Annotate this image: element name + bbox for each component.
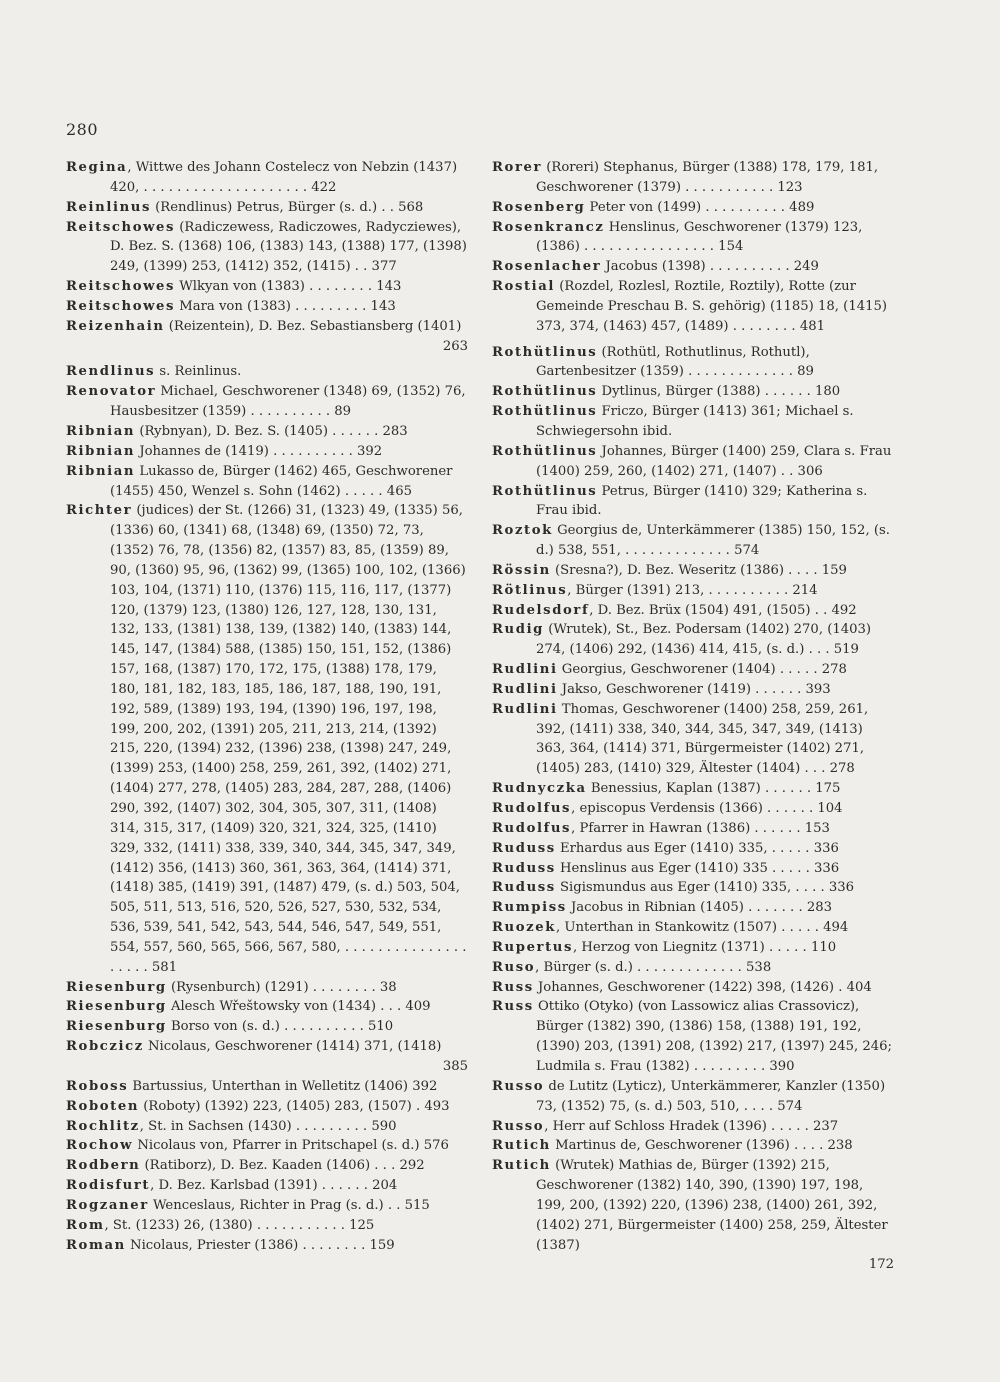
entry-headword: Rochlitz xyxy=(66,1118,140,1134)
index-entry xyxy=(66,422,468,442)
index-column-right xyxy=(492,158,894,1275)
entry-text: , St. in Sachsen (1430) . . . . . . . . . 590 xyxy=(139,1118,397,1134)
entry-text: , D. Bez. Brüx (1504) 491, (1505) . . 492 xyxy=(589,602,857,618)
index-entry xyxy=(66,1196,468,1216)
entry-headword: Rudlini xyxy=(492,701,558,717)
index-entry xyxy=(492,343,894,383)
entry-headword: Rothütlinus xyxy=(492,344,598,360)
entry-headword: Rupertus xyxy=(492,939,574,955)
entry-text: Mara von (1383) . . . . . . . . . 143 xyxy=(175,298,396,314)
entry-text: , Bürger (s. d.) . . . . . . . . . . . . . 538 xyxy=(535,959,772,975)
entry-text: , D. Bez. Karlsbad (1391) . . . . . . 204 xyxy=(150,1178,398,1194)
index-entry xyxy=(492,819,894,839)
entry-headword: Rutich xyxy=(492,1158,551,1174)
entry-text: , Unterthan in Stankowitz (1507) . . . . . 494 xyxy=(555,920,849,936)
entry-headword: Reitschowes xyxy=(66,298,176,314)
entry-text: Dytlinus, Bürger (1388) . . . . . . 180 xyxy=(597,384,841,400)
index-entry xyxy=(492,660,894,680)
entry-text: , Herzog von Liegnitz (1371) . . . . . 110 xyxy=(573,939,837,955)
entry-page-reference: 172 xyxy=(868,1257,894,1273)
entry-headword: Rötlinus xyxy=(492,582,568,598)
entry-text: Petrus, Bürger (1410) 329; Katherina s. Frau ibid. xyxy=(536,483,868,519)
entry-headword: Reitschowes xyxy=(66,219,176,235)
index-entry xyxy=(66,501,468,977)
index-entry xyxy=(66,442,468,462)
entry-headword: Ruozek xyxy=(492,920,556,936)
entry-text: Erhardus aus Eger (1410) 335, . . . . . 336 xyxy=(555,840,839,856)
entry-headword: Rumpiss xyxy=(492,900,567,916)
index-entry xyxy=(66,1117,468,1137)
index-entry xyxy=(492,218,894,258)
index-entry xyxy=(492,442,894,482)
entry-text: Sigismundus aus Eger (1410) 335, . . . . 336 xyxy=(555,880,855,896)
entry-text: de Lutitz (Lyticz), Unterkämmerer, Kanzler (1350) 73, (1352) 75, (s. d.) 503, 510, . . . . 574 xyxy=(536,1078,886,1114)
entry-headword: Reitschowes xyxy=(66,279,176,295)
entry-text: Lukasso de, Bürger (1462) 465, Geschworener (1455) 450, Wenzel s. Sohn (1462) . . . . . 465 xyxy=(110,463,453,499)
entry-headword: Robczicz xyxy=(66,1039,144,1055)
entry-headword: Rudolfus xyxy=(492,820,572,836)
entry-headword: Russo xyxy=(492,1078,545,1094)
entry-text: (Rysenburch) (1291) . . . . . . . . 38 xyxy=(166,979,397,995)
index-entry xyxy=(492,158,894,198)
index-entry xyxy=(492,839,894,859)
index-entry xyxy=(492,1117,894,1137)
index-entry xyxy=(492,859,894,879)
entry-text: , episcopus Verdensis (1366) . . . . . . 104 xyxy=(571,801,843,816)
entry-text: Martinus de, Geschworener (1396) . . . . 238 xyxy=(550,1138,853,1154)
entry-headword: Rothütlinus xyxy=(492,384,598,400)
entry-text: (Rybnyan), D. Bez. S. (1405) . . . . . . 283 xyxy=(135,423,408,439)
index-entry xyxy=(66,297,468,317)
entry-headword: Riesenburg xyxy=(66,1019,167,1035)
index-entry xyxy=(492,779,894,799)
entry-text: (Sresna?), D. Bez. Weseritz (1386) . . . . 159 xyxy=(550,562,847,578)
entry-headword: Rössin xyxy=(492,562,551,578)
index-entry xyxy=(492,561,894,581)
index-entry xyxy=(66,382,468,422)
index-entry xyxy=(492,257,894,277)
entry-text: Jacobus (1398) . . . . . . . . . . 249 xyxy=(601,259,819,275)
index-entry xyxy=(66,997,468,1017)
entry-headword: Rosenberg xyxy=(492,199,586,215)
entry-headword: Ruduss xyxy=(492,840,556,856)
index-entry xyxy=(492,1136,894,1156)
entry-text: , Wittwe des Johann Costelecz von Nebzin (1437) 420, . . . . . . . . . . . . . . . . . . . . 422 xyxy=(110,160,458,195)
index-column-left xyxy=(66,158,468,1255)
index-entry xyxy=(66,1156,468,1176)
index-entry xyxy=(66,277,468,297)
index-entry xyxy=(66,198,468,218)
entry-headword: Russo xyxy=(492,1118,545,1134)
entry-text: Ottiko (Otyko) (von Lassowicz alias Crassovicz), Bürger (1382) 390, (1386) 158, (1388) 191, 192, (1390) 203, (1391) 208, (1392) 217, (1397) 245, 246; Ludmila s. Frau (1382) . . . . . . . . . 390 xyxy=(533,999,893,1074)
entry-page-reference: 263 xyxy=(442,338,468,354)
index-entry xyxy=(66,317,468,357)
entry-text: (judices) der St. (1266) 31, (1323) 49, (1335) 56, (1336) 60, (1341) 68, (1348) 69, (1350) 72, 73, (1352) 76, 78, (1356) 82, (1357) 83, 85, (1359) 89, 90, (1360) 95, 96, (1362) 99, (1365) 100, 102, (1366) 103, 104, (1371) 110, (1376) 115, 116, 117, (1377) 120, (1379) 123, (1380) 126, 127, 128, 130, 131, 132, 133, (1381) 138, 139, (1382) 140, (1383) 144, 145, 147, (1384) 588, (1385) 150, 151, 152, (1386) 157, 168, (1387) 170, 172, 175, (1388) 178, 179, 180, 181, 182, 183, 185, 186, 187, 188, 190, 191, 192, 589, (1389) 193, 194, (1390) 196, 197, 198, 199, 200, 202, (1391) 205, 211, 213, 214, (1392) 215, 220, (1394) 232, (1396) 238, (1398) 247, 249, (1399) 253, (1400) 258, 259, 261, 392, (1402) 271, (1404) 277, 278, (1405) 283, 284, 287, 288, (1406) 290, 392, (1407) 302, 304, 305, 307, 311, (1408) 314, 315, 317, (1409) 320, 321, 324, 325, (1410) 329, 332, (1411) 338, 339, 340, 344, 345, 347, 349, (1412) 356, (1413) 360, 361, 363, 364, (1414) 371, (1418) 385, (1419) 391, (1487) 479, (s. d.) 503, 504, 505, 511, 513, 516, 520, 526, 527, 530, 532, 534, 536, 539, 541, 542, 543, 544, 546, 547, 549, 551, 554, 557, 560, 565, 566, 567, 580, . . . . . . . . . . . . . . . . . . . . 581 xyxy=(110,503,467,975)
entry-text: Henslinus, Geschworener (1379) 123, (1386) . . . . . . . . . . . . . . . . 154 xyxy=(536,219,863,255)
index-entry xyxy=(66,1136,468,1156)
entry-headword: Ribnian xyxy=(66,443,136,459)
entry-text: (Rendlinus) Petrus, Bürger (s. d.) . . 568 xyxy=(150,199,424,215)
entry-headword: Regina xyxy=(66,160,128,175)
entry-headword: Rochow xyxy=(66,1138,134,1154)
entry-text: , Herr auf Schloss Hradek (1396) . . . . . 237 xyxy=(544,1118,839,1134)
entry-text: Johannes de (1419) . . . . . . . . . . 392 xyxy=(135,443,383,459)
entry-headword: Roztok xyxy=(492,523,553,539)
entry-headword: Riesenburg xyxy=(66,979,167,995)
entry-text: Wenceslaus, Richter in Prag (s. d.) . . 515 xyxy=(148,1197,430,1213)
index-entry xyxy=(492,382,894,402)
index-entry xyxy=(492,402,894,442)
index-entry xyxy=(492,898,894,918)
index-entry xyxy=(492,680,894,700)
entry-headword: Rodbern xyxy=(66,1158,141,1174)
entry-text: Johannes, Geschworener (1422) 398, (1426) . 404 xyxy=(533,979,872,995)
index-entry xyxy=(492,198,894,218)
entry-headword: Rodisfurt xyxy=(66,1178,151,1194)
index-entry xyxy=(492,997,894,1076)
entry-headword: Roboten xyxy=(66,1098,140,1114)
entry-text: (Roreri) Stephanus, Bürger (1388) 178, 179, 181, Geschworener (1379) . . . . . . . . . . . 123 xyxy=(536,160,879,195)
entry-headword: Rudlini xyxy=(492,681,558,697)
entry-text: (Radiczewess, Radiczowes, Radycziewes), D. Bez. S. (1368) 106, (1383) 143, (1388) 177, (1398) 249, (1399) 253, (1412) 352, (1415) . . 377 xyxy=(110,219,467,275)
index-entry xyxy=(66,978,468,998)
entry-text: Johannes, Bürger (1400) 259, Clara s. Frau (1400) 259, 260, (1402) 271, (1407) . . 306 xyxy=(536,443,892,479)
entry-headword: Richter xyxy=(66,503,133,519)
entry-text: (Rozdel, Rozlesl, Roztile, Roztily), Rotte (zur Gemeinde Preschau B. S. gehörig) (1185) 18, (1415) 373, 374, (1463) 457, (1489) . . . . . . . . 481 xyxy=(536,279,888,334)
entry-headword: Ribnian xyxy=(66,423,136,439)
entry-text: Georgius de, Unterkämmerer (1385) 150, 152, (s. d.) 538, 551, . . . . . . . . . . . . . 574 xyxy=(536,523,890,559)
index-entry xyxy=(492,978,894,998)
entry-text: (Rothütl, Rothutlinus, Rothutl), Gartenbesitzer (1359) . . . . . . . . . . . . . 89 xyxy=(536,344,814,380)
entry-text: Thomas, Geschworener (1400) 258, 259, 261, 392, (1411) 338, 340, 344, 345, 347, 349, (1413) 363, 364, (1414) 371, Bürgermeister (1402) 271, (1405) 283, (1410) 329, Ältester (1404) . . . 278 xyxy=(536,701,869,777)
entry-headword: Russ xyxy=(492,999,534,1015)
entry-text: Borso von (s. d.) . . . . . . . . . . 510 xyxy=(166,1019,394,1035)
entry-headword: Reinlinus xyxy=(66,199,151,215)
entry-headword: Rothütlinus xyxy=(492,483,598,499)
index-entry xyxy=(66,1097,468,1117)
entry-headword: Roman xyxy=(66,1237,126,1253)
index-entry xyxy=(66,1236,468,1256)
index-entry xyxy=(66,1017,468,1037)
entry-text: Benessius, Kaplan (1387) . . . . . . 175 xyxy=(586,781,841,797)
index-entry xyxy=(492,878,894,898)
entry-text: Friczo, Bürger (1413) 361; Michael s. Schwiegersohn ibid. xyxy=(536,404,854,439)
entry-headword: Ribnian xyxy=(66,463,136,479)
entry-text: (Roboty) (1392) 223, (1405) 283, (1507) . 493 xyxy=(139,1098,450,1114)
entry-text: Peter von (1499) . . . . . . . . . . 489 xyxy=(585,199,815,215)
entry-text: s. Reinlinus. xyxy=(155,364,242,380)
entry-text: Wlkyan von (1383) . . . . . . . . 143 xyxy=(175,279,402,295)
index-entry xyxy=(66,1037,468,1077)
index-entry xyxy=(492,918,894,938)
entry-text: , Pfarrer in Hawran (1386) . . . . . . 153 xyxy=(571,820,830,836)
index-entry xyxy=(492,620,894,660)
entry-text: (Ratiborz), D. Bez. Kaaden (1406) . . . 292 xyxy=(140,1158,425,1174)
entry-headword: Rorer xyxy=(492,160,543,175)
entry-text: Nicolaus, Geschworener (1414) 371, (1418) xyxy=(143,1039,442,1055)
index-entry xyxy=(66,1176,468,1196)
index-entry xyxy=(492,482,894,522)
entry-text: Jacobus in Ribnian (1405) . . . . . . . 283 xyxy=(566,900,832,916)
entry-text: Michael, Geschworener (1348) 69, (1352) 76, Hausbesitzer (1359) . . . . . . . . . . 89 xyxy=(110,384,466,420)
entry-text: (Reizentein), D. Bez. Sebastiansberg (1401) xyxy=(164,318,462,334)
entry-headword: Rothütlinus xyxy=(492,404,598,420)
entry-headword: Rostial xyxy=(492,279,556,295)
entry-text: , St. (1233) 26, (1380) . . . . . . . . . . . 125 xyxy=(104,1217,375,1233)
page-number: 280 xyxy=(66,120,99,139)
entry-text: Bartussius, Unterthan in Welletitz (1406) 392 xyxy=(128,1078,438,1094)
entry-headword: Rutich xyxy=(492,1138,551,1154)
index-entry xyxy=(66,1077,468,1097)
entry-headword: Rosenlacher xyxy=(492,259,602,275)
index-entry xyxy=(492,700,894,779)
entry-headword: Rothütlinus xyxy=(492,443,598,459)
entry-headword: Rendlinus xyxy=(66,364,156,380)
entry-headword: Ruso xyxy=(492,959,536,975)
entry-headword: Rudlini xyxy=(492,662,558,678)
entry-headword: Rudelsdorf xyxy=(492,602,590,618)
entry-headword: Rogzaner xyxy=(66,1197,149,1213)
entry-headword: Rudolfus xyxy=(492,801,572,816)
entry-headword: Roboss xyxy=(66,1078,129,1094)
index-entry xyxy=(66,1216,468,1236)
index-entry xyxy=(492,799,894,819)
entry-headword: Rom xyxy=(66,1217,105,1233)
index-entry xyxy=(66,158,468,198)
entry-headword: Riesenburg xyxy=(66,999,167,1015)
index-entry xyxy=(492,277,894,337)
entry-headword: Rudig xyxy=(492,622,544,638)
entry-text: Henslinus aus Eger (1410) 335 . . . . . 336 xyxy=(555,860,840,876)
entry-headword: Rosenkrancz xyxy=(492,219,605,235)
entry-headword: Reizenhain xyxy=(66,318,165,334)
entry-page-reference: 385 xyxy=(442,1058,468,1074)
entry-text: Jakso, Geschworener (1419) . . . . . . 393 xyxy=(557,681,831,697)
entry-text: (Wrutek) Mathias de, Bürger (1392) 215, Geschworener (1382) 140, 390, (1390) 197, 198, 199, 200, (1392) 220, (1396) 238, (1400) 261, 392, (1402) 271, Bürgermeister (1400) 258, 259, Ältester (1387) xyxy=(536,1158,888,1253)
index-entry xyxy=(492,1156,894,1275)
index-entry xyxy=(66,462,468,502)
entry-headword: Ruduss xyxy=(492,860,556,876)
index-entry xyxy=(492,581,894,601)
entry-text: (Wrutek), St., Bez. Podersam (1402) 270, (1403) 274, (1406) 292, (1436) 414, 415, (s. d.) . . . 519 xyxy=(536,622,872,658)
entry-text: Alesch Wřeštowsky von (1434) . . . 409 xyxy=(166,999,431,1015)
entry-text: Nicolaus von, Pfarrer in Pritschapel (s. d.) 576 xyxy=(133,1138,449,1154)
entry-text: Nicolaus, Priester (1386) . . . . . . . . 159 xyxy=(125,1237,395,1253)
entry-headword: Rudnyczka xyxy=(492,781,587,797)
index-entry xyxy=(66,362,468,382)
entry-headword: Ruduss xyxy=(492,880,556,896)
index-entry xyxy=(492,958,894,978)
entry-headword: Renovator xyxy=(66,384,157,400)
index-entry xyxy=(66,218,468,278)
index-entry xyxy=(492,601,894,621)
entry-headword: Russ xyxy=(492,979,534,995)
index-entry xyxy=(492,938,894,958)
entry-text: , Bürger (1391) 213, . . . . . . . . . . 214 xyxy=(567,582,818,598)
index-entry xyxy=(492,521,894,561)
entry-text: Georgius, Geschworener (1404) . . . . . 278 xyxy=(557,662,847,678)
index-entry xyxy=(492,1077,894,1117)
